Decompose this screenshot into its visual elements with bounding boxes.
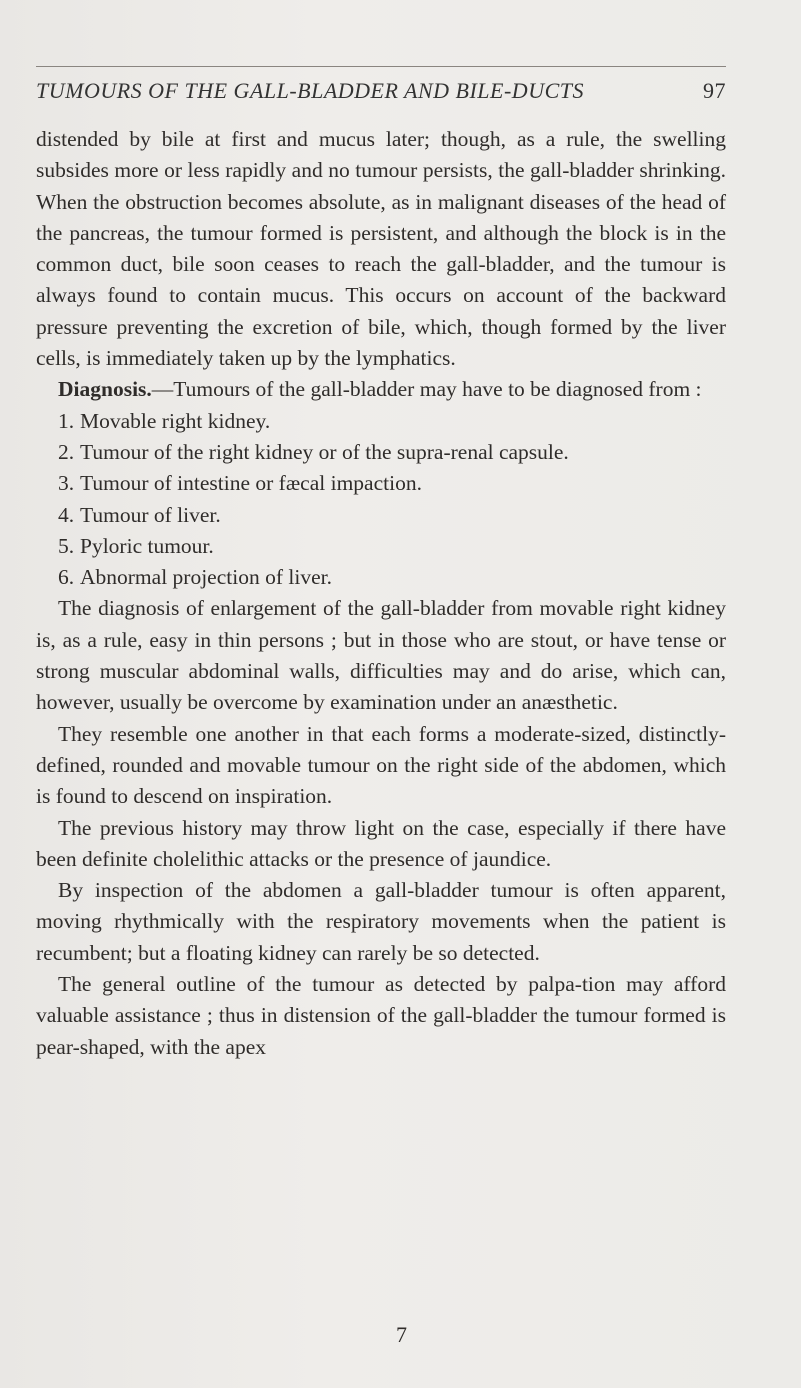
list-item-text: Tumour of the right kidney or of the supra-renal capsule. [80,439,569,464]
list-item-text: Abnormal projection of liver. [80,565,332,590]
header-rule [36,66,726,67]
page-body [36,124,726,1063]
list-item-number: 6. [58,565,75,590]
page-number: 97 [703,78,726,103]
list-item-text: Tumour of liver. [80,502,221,527]
paragraph-4: The previous history may throw light on the case, especially if there have been definite cholelithic attacks or the presence of jaundice. [36,815,726,871]
list-item-number: 2. [58,439,75,464]
diagnosis-heading: Diagnosis. [58,377,152,402]
signature-mark: 7 [396,1322,407,1347]
list-item-text: Movable right kidney. [80,408,271,433]
list-item-number: 3. [58,471,75,496]
list-item [36,437,726,468]
list-item [36,406,726,437]
list-item-number: 5. [58,533,75,558]
differential-list [36,406,726,594]
running-head [36,78,726,110]
paragraph-1: distended by bile at first and mucus later; though, as a rule, the swelling subsides more or less rapidly and no tumour persists, the gall-bladder shrinking. When the obstruction becomes absolute, as in malignant diseases of the head of the pancreas, the tumour formed is persistent, and although the block is in the common duct, bile soon ceases to reach the gall-bladder, and the tumour is always found to contain mucus. This occurs on account of the backward pressure preventing the excretion of bile, which, though formed by the liver cells, is immediately taken up by the lymphatics. [36,127,726,371]
diagnosis-paragraph [36,374,726,405]
list-item [36,531,726,562]
paragraph-3: They resemble one another in that each forms a moderate-sized, distinctly-defined, rounded and movable tumour on the right side of the abdomen, which is found to descend on inspiration. [36,721,726,809]
paragraph-5: By inspection of the abdomen a gall-bladder tumour is often apparent, moving rhythmically with the respiratory movements when the patient is recumbent; but a floating kidney can rarely be so detected. [36,878,726,965]
list-item-text: Pyloric tumour. [80,533,214,558]
diagnosis-text: —Tumours of the gall-bladder may have to be diagnosed from : [151,377,702,402]
list-item [36,562,726,593]
list-item-number: 4. [58,502,75,527]
list-item [36,468,726,499]
list-item [36,500,726,531]
paragraph-2: The diagnosis of enlargement of the gall-bladder from movable right kidney is, as a rule, easy in thin persons ; but in those who are stout, or have tense or strong muscular abdominal walls, difficulties may and do arise, which can, however, usually be overcome by examination under an anæsthetic. [36,596,726,715]
list-item-text: Tumour of intestine or fæcal impaction. [80,471,422,496]
running-head-title: TUMOURS OF THE GALL-BLADDER AND BILE-DUCTS [36,78,584,103]
list-item-number: 1. [58,408,75,433]
paragraph-6: The general outline of the tumour as detected by palpa-tion may afford valuable assistance ; thus in distension of the gall-bladder the tumour formed is pear-shaped, with the apex [36,972,726,1059]
